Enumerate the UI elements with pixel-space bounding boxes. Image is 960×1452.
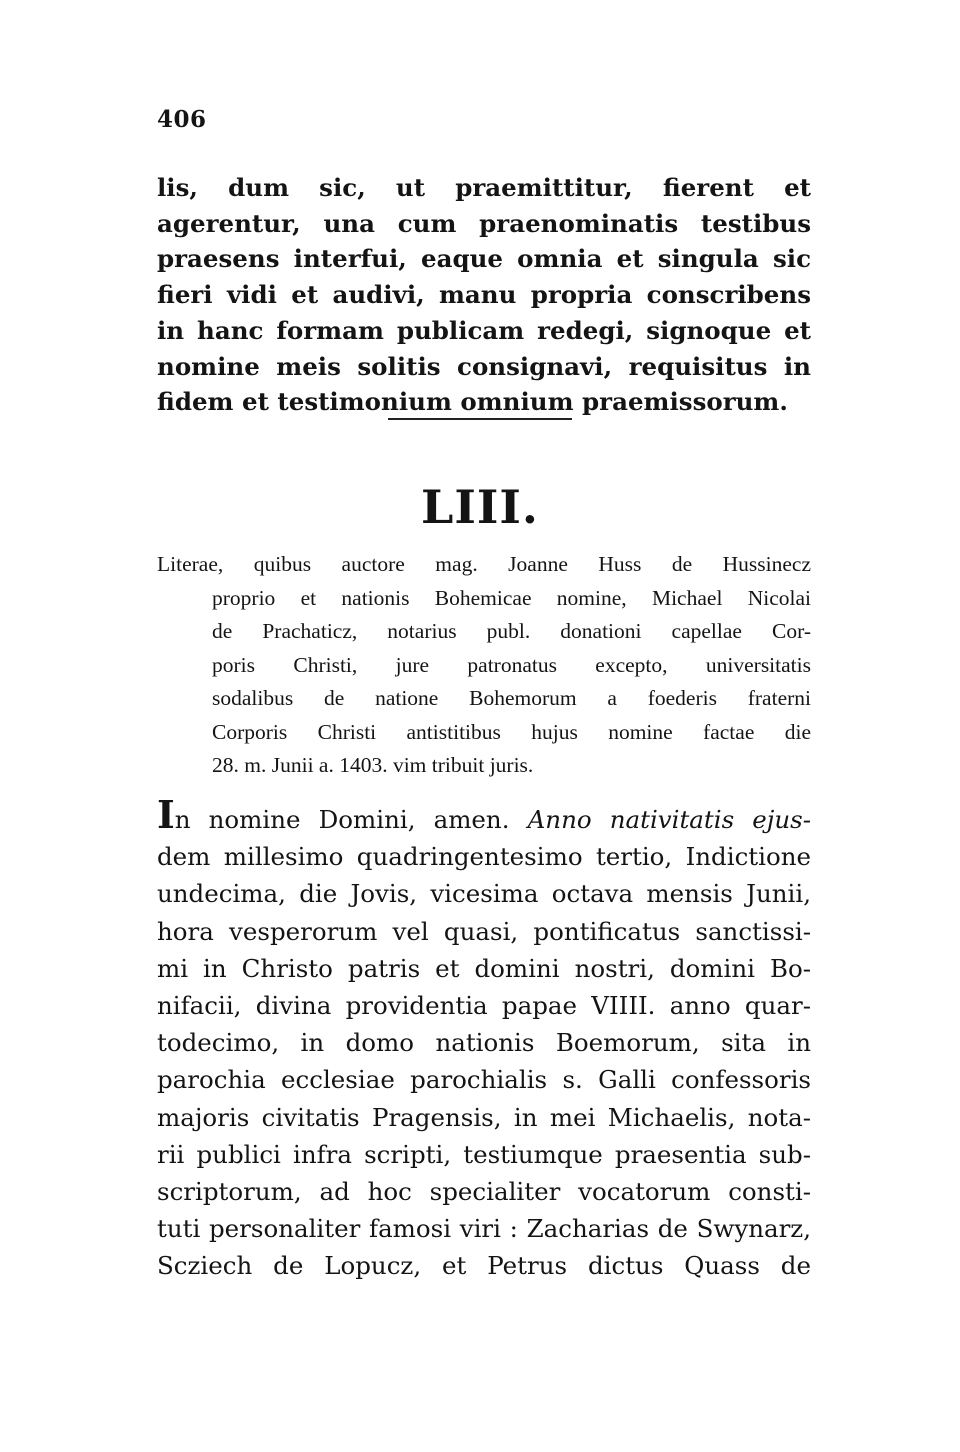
main-line: dem millesimo quadringentesimo tertio, Indictione — [157, 842, 811, 872]
summary-line: de Prachaticz, notarius publ. donationi capellae Cor- — [212, 619, 811, 643]
main-line: nifacii, divina providentia papae VIIII. anno quar- — [157, 991, 811, 1021]
section-divider — [388, 418, 572, 420]
main-line: majoris civitatis Pragensis, in mei Michaelis, nota- — [157, 1102, 811, 1132]
main-line: undecima, die Jovis, vicesima octava mensis Junii, — [157, 879, 811, 909]
summary-line: 28. m. Junii a. 1403. vim tribuit juris. — [212, 753, 534, 777]
page-number: 406 — [157, 106, 207, 133]
main-line-first — [157, 792, 811, 838]
section-heading: LIII. — [421, 480, 539, 534]
summary-line: proprio et nationis Bohemicae nomine, Michael Nicolai — [212, 585, 811, 610]
summary-line: Corporis Christi antistitibus hujus nomine factae die — [212, 719, 811, 744]
main-line: todecimo, in domo nationis Boemorum, sita in — [157, 1028, 811, 1058]
summary-line: Literae, quibus auctore mag. Joanne Huss de Hussinecz — [157, 552, 811, 576]
main-line: Scziech de Lopucz, et Petrus dictus Quass de — [157, 1251, 811, 1281]
top-paragraph: lis, dum sic, ut praemittitur, fierent et agerentur, una cum praenominatis testibus praesens interfui, eaque omnia et singula sic fieri vidi et audivi, manu propria conscribens in hanc formam publicam redegi, signoque et nomine meis solitis consignavi, requisitus in fidem et testimonium omnium praemissorum. — [157, 173, 811, 417]
initial-letter: I — [157, 792, 175, 837]
summary-line: poris Christi, jure patronatus excepto, universitatis — [212, 652, 811, 677]
section-summary — [157, 548, 811, 783]
main-line: mi in Christo patris et domini nostri, domini Bo- — [157, 953, 811, 983]
main-line: parochia ecclesiae parochialis s. Galli confessoris — [157, 1065, 811, 1095]
main-line-first-text: n nomine Domini, amen. — [174, 805, 510, 834]
main-line: rii publici infra scripti, testiumque praesentia sub- — [157, 1139, 811, 1169]
main-line: scriptorum, ad hoc specialiter vocatorum consti- — [157, 1177, 811, 1207]
main-line-first-italic: Anno nativitatis ejus- — [527, 805, 811, 834]
main-line: tuti personaliter famosi viri : Zacharias de Swynarz, — [157, 1214, 811, 1244]
main-line: hora vesperorum vel quasi, pontificatus sanctissi- — [157, 916, 811, 946]
summary-line: sodalibus de natione Bohemorum a foederis fraterni — [212, 686, 811, 710]
main-text — [157, 792, 811, 1285]
